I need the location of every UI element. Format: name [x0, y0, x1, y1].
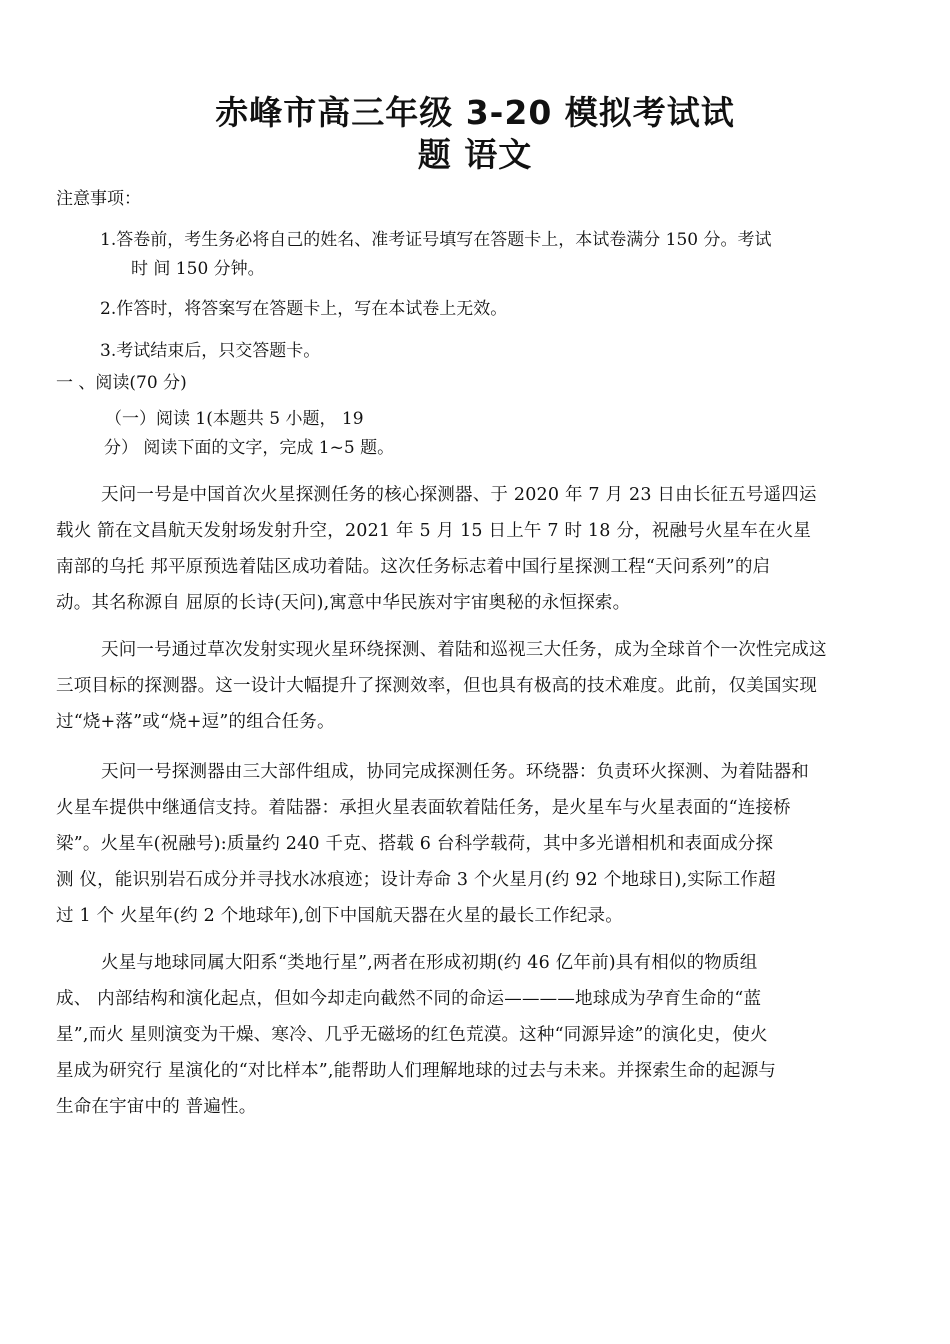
passage-line: 生命在宇宙中的 普遍性。 — [56, 1097, 257, 1117]
passage-line: 火星车提供中继通信支持。着陆器：承担火星表面软着陆任务，是火星车与火星表面的“连接桥 — [56, 798, 791, 818]
passage-line: 火星与地球同属大阳系“类地行星”,两者在形成初期(约 46 亿年前)具有相似的物质组 — [101, 953, 758, 973]
passage-paragraph-1 — [56, 477, 892, 621]
notice-item-1: 1.答卷前，考生务必将自己的姓名、准考证号填写在答题卡上，本试卷满分 150 分。考试 — [100, 230, 772, 250]
passage-line: 测 仪，能识别岩石成分并寻找水冰痕迹；设计寿命 3 个火星月(约 92 个地球日),实际工作超 — [56, 870, 776, 890]
passage-line: 梁”。火星车(祝融号):质量约 240 千克、搭载 6 台科学载荷，其中多光谱相机和表面成分探 — [56, 834, 774, 854]
passage-line: 过“烧+落”或“烧+逗”的组合任务。 — [56, 712, 335, 732]
passage-line: 动。其名称源自 屈原的长诗(天问),寓意中华民族对宇宙奥秘的永恒探索。 — [56, 593, 631, 613]
notice-heading: 注意事项： — [56, 189, 141, 209]
section-heading: 一 、阅读(70 分) — [56, 373, 187, 393]
passage-paragraph-2 — [56, 632, 892, 740]
passage-line: 载火 箭在文昌航天发射场发射升空，2021 年 5 月 15 日上午 7 时 18 分，祝融号火星车在火星 — [56, 521, 812, 541]
passage-line: 三项目标的探测器。这一设计大幅提升了探测效率，但也具有极高的技术难度。此前，仅美国实现 — [56, 676, 818, 696]
passage-line: 成、 内部结构和演化起点，但如今却走向截然不同的命运————地球成为孕育生命的“蓝 — [56, 989, 762, 1009]
passage-line: 星成为研究行 星演化的“对比样本”,能帮助人们理解地球的过去与未来。并探索生命的起源与 — [56, 1061, 777, 1081]
passage-paragraph-3 — [56, 754, 892, 934]
passage-line: 南部的乌托 邦平原预选着陆区成功着陆。这次任务标志着中国行星探测工程“天问系列”的启 — [56, 557, 771, 577]
exam-title-line-1: 赤峰市高三年级 3-20 模拟考试试 — [215, 93, 735, 132]
notice-item-3: 3.考试结束后，只交答题卡。 — [100, 341, 321, 361]
subsection-heading: （一）阅读 1(本题共 5 小题， 19 — [105, 409, 364, 429]
notice-item-1-continued: 时 间 150 分钟。 — [131, 259, 265, 279]
passage-line: 星”,而火 星则演变为干燥、寒冷、几乎无磁场的红色荒漠。这种“同源异途”的演化史，使火 — [56, 1025, 768, 1045]
notice-item-2: 2.作答时，将答案写在答题卡上，写在本试卷上无效。 — [100, 299, 508, 319]
passage-line: 天问一号通过草次发射实现火星环绕探测、着陆和巡视三大任务，成为全球首个一次性完成这 — [101, 640, 827, 660]
passage-line: 天问一号是中国首次火星探测任务的核心探测器、于 2020 年 7 月 23 日由长征五号遥四运 — [101, 485, 817, 505]
passage-line: 过 1 个 火星年(约 2 个地球年),创下中国航天器在火星的最长工作纪录。 — [56, 906, 623, 926]
subsection-instruction: 分） 阅读下面的文字，完成 1~5 题。 — [104, 438, 395, 458]
exam-title-line-2: 题 语文 — [417, 135, 533, 174]
passage-line: 天问一号探测器由三大部件组成，协同完成探测任务。环绕器：负责环火探测、为着陆器和 — [101, 762, 809, 782]
passage-paragraph-4 — [56, 945, 892, 1125]
